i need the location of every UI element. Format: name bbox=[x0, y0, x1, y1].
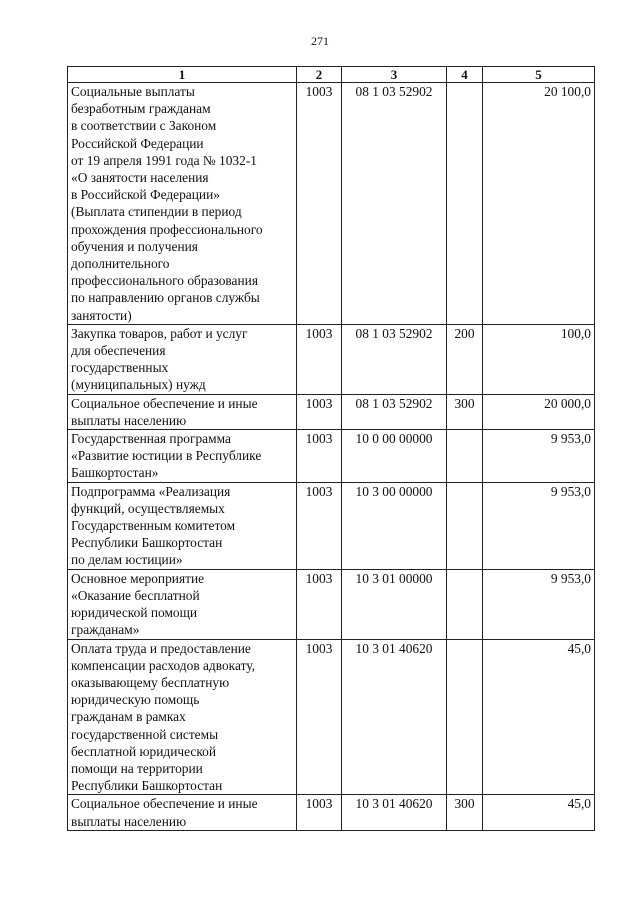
expense-type-cell bbox=[447, 639, 483, 795]
expense-type-cell bbox=[447, 569, 483, 639]
code-cell: 08 1 03 52902 bbox=[342, 394, 447, 429]
expense-type-cell: 300 bbox=[447, 795, 483, 830]
table-header-row bbox=[68, 67, 595, 83]
table-body bbox=[68, 83, 595, 831]
column-header-section: 2 bbox=[297, 67, 342, 83]
section-cell: 1003 bbox=[297, 83, 342, 325]
amount-cell: 45,0 bbox=[483, 795, 595, 830]
row-name-line: юридическую помощь bbox=[71, 692, 200, 708]
budget-table bbox=[67, 66, 595, 831]
table-row bbox=[68, 83, 595, 325]
row-name-line: выплаты населению bbox=[71, 412, 187, 428]
amount-cell: 45,0 bbox=[483, 639, 595, 795]
table-row bbox=[68, 639, 595, 795]
row-name-line: выплаты населению bbox=[71, 813, 187, 829]
row-name-line: компенсации расходов адвокату, bbox=[71, 657, 255, 673]
row-name-line: Государственным комитетом bbox=[71, 518, 236, 534]
code-cell: 10 0 00 00000 bbox=[342, 430, 447, 483]
expense-type-cell bbox=[447, 83, 483, 325]
row-name-line: для обеспечения bbox=[71, 343, 166, 359]
column-header-expense-type: 4 bbox=[447, 67, 483, 83]
amount-cell: 20 100,0 bbox=[483, 83, 595, 325]
amount-cell: 9 953,0 bbox=[483, 430, 595, 483]
row-name-line: «О занятости населения bbox=[71, 170, 209, 186]
row-name-line: Республики Башкортостан bbox=[71, 778, 223, 794]
row-name-line: безработным гражданам bbox=[71, 101, 211, 117]
expense-type-cell bbox=[447, 430, 483, 483]
column-header-code: 3 bbox=[342, 67, 447, 83]
row-name-line: дополнительного bbox=[71, 256, 170, 272]
row-name-line: Социальное обеспечение и иные bbox=[71, 796, 258, 812]
expense-type-cell: 200 bbox=[447, 324, 483, 394]
row-name-line: от 19 апреля 1991 года № 1032-1 bbox=[71, 152, 257, 168]
expense-type-cell bbox=[447, 482, 483, 569]
row-name-line: помощи на территории bbox=[71, 760, 203, 776]
row-name-line: в Российской Федерации» bbox=[71, 187, 220, 203]
expense-type-cell: 300 bbox=[447, 394, 483, 429]
row-name-line: государственной системы bbox=[71, 726, 219, 742]
code-cell: 08 1 03 52902 bbox=[342, 324, 447, 394]
row-name-line: Подпрограмма «Реализация bbox=[71, 483, 231, 499]
section-cell: 1003 bbox=[297, 430, 342, 483]
row-name-line: гражданам в рамках bbox=[71, 709, 186, 725]
amount-cell: 9 953,0 bbox=[483, 482, 595, 569]
table-row bbox=[68, 394, 595, 429]
amount-cell: 9 953,0 bbox=[483, 569, 595, 639]
row-name-line: Оплата труда и предоставление bbox=[71, 640, 251, 656]
row-name-cell bbox=[68, 430, 297, 483]
row-name-line: по делам юстиции» bbox=[71, 552, 183, 568]
row-name-line: «Развитие юстиции в Республике bbox=[71, 448, 262, 464]
amount-cell: 100,0 bbox=[483, 324, 595, 394]
row-name-cell bbox=[68, 394, 297, 429]
page-number: 271 bbox=[311, 34, 329, 48]
amount-cell: 20 000,0 bbox=[483, 394, 595, 429]
row-name-cell bbox=[68, 639, 297, 795]
row-name-line: функций, осуществляемых bbox=[71, 500, 225, 516]
row-name-cell bbox=[68, 324, 297, 394]
row-name-line: Закупка товаров, работ и услуг bbox=[71, 325, 248, 341]
column-header-name: 1 bbox=[68, 67, 297, 83]
row-name-cell bbox=[68, 83, 297, 325]
row-name-line: занятости) bbox=[71, 307, 132, 323]
column-header-amount: 5 bbox=[483, 67, 595, 83]
row-name-line: в соответствии с Законом bbox=[71, 118, 217, 134]
section-cell: 1003 bbox=[297, 394, 342, 429]
row-name-line: Социальное обеспечение и иные bbox=[71, 395, 258, 411]
row-name-line: гражданам» bbox=[71, 622, 140, 638]
code-cell: 10 3 01 40620 bbox=[342, 795, 447, 830]
table-row bbox=[68, 569, 595, 639]
row-name-line: по направлению органов службы bbox=[71, 290, 260, 306]
row-name-line: (Выплата стипендии в период bbox=[71, 204, 242, 220]
row-name-line: (муниципальных) нужд bbox=[71, 377, 206, 393]
table-row bbox=[68, 430, 595, 483]
row-name-line: профессионального образования bbox=[71, 273, 258, 289]
row-name-cell bbox=[68, 569, 297, 639]
row-name-line: обучения и получения bbox=[71, 238, 198, 254]
row-name-line: прохождения профессионального bbox=[71, 221, 263, 237]
row-name-line: юридической помощи bbox=[71, 605, 198, 621]
code-cell: 10 3 01 40620 bbox=[342, 639, 447, 795]
row-name-line: Республики Башкортостан bbox=[71, 535, 223, 551]
row-name-line: бесплатной юридической bbox=[71, 743, 217, 759]
table-row bbox=[68, 482, 595, 569]
section-cell: 1003 bbox=[297, 569, 342, 639]
section-cell: 1003 bbox=[297, 639, 342, 795]
code-cell: 10 3 00 00000 bbox=[342, 482, 447, 569]
section-cell: 1003 bbox=[297, 795, 342, 830]
row-name-cell bbox=[68, 482, 297, 569]
row-name-line: государственных bbox=[71, 360, 169, 376]
section-cell: 1003 bbox=[297, 482, 342, 569]
code-cell: 08 1 03 52902 bbox=[342, 83, 447, 325]
section-cell: 1003 bbox=[297, 324, 342, 394]
table-row bbox=[68, 324, 595, 394]
row-name-line: Российской Федерации bbox=[71, 135, 204, 151]
table-row bbox=[68, 795, 595, 830]
row-name-line: Башкортостан» bbox=[71, 465, 159, 481]
code-cell: 10 3 01 00000 bbox=[342, 569, 447, 639]
row-name-line: Основное мероприятие bbox=[71, 570, 205, 586]
row-name-cell bbox=[68, 795, 297, 830]
row-name-line: Социальные выплаты bbox=[71, 84, 195, 99]
row-name-line: «Оказание бесплатной bbox=[71, 587, 200, 603]
row-name-line: Государственная программа bbox=[71, 431, 231, 447]
row-name-line: оказывающему бесплатную bbox=[71, 674, 230, 690]
